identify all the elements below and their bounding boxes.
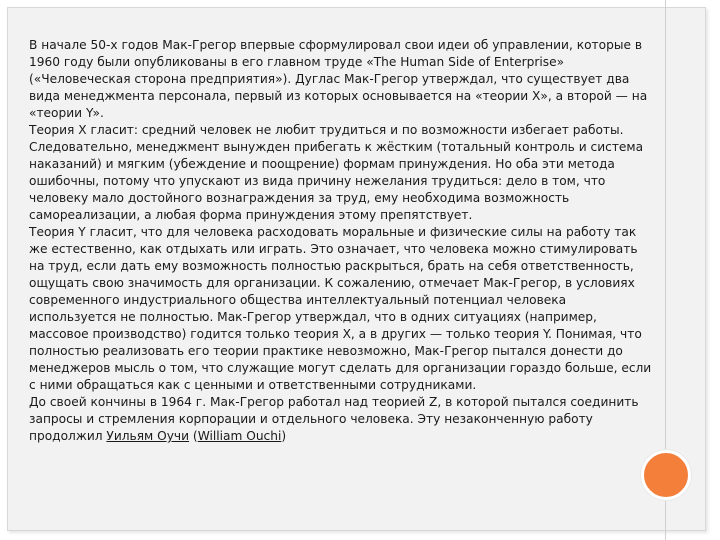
body-text xyxy=(29,37,654,445)
paragraph-intro: В начале 50-х годов Мак-Грегор впервые сформулировал свои идеи об управлении, которые в 1960 году были опубликованы в его главном труде «The Human Side of Enterprise» («Человеческая сторона предприятия»). Дуглас Мак-Грегор утверждал, что существует два вида менеджмента персонала, первый из которых основывается на «теории X», а второй — на «теории Y». xyxy=(29,38,648,120)
paragraph-theory-z xyxy=(29,394,654,445)
decorative-orange-circle xyxy=(641,450,691,500)
link-separator: ( xyxy=(189,429,198,443)
link-william-ouchi-en[interactable]: William Ouchi xyxy=(197,429,282,443)
theory-z-text: До своей кончины в 1964 г. Мак-Грегор работал над теорией Z, в которой пытался соединить запросы и стремления корпорации и отдельного человека. Эту незаконченную работу продолжил xyxy=(29,395,639,443)
paragraph-theory-y: Теория Y гласит, что для человека расходовать моральные и физические силы на работу так же естественно, как отдыхать или играть. Это означает, что человека можно стимулировать на труд, если дать ему возможность полностью раскрыться, брать на себя ответственность, ощущать свою значимость для организации. К сожалению, отмечает Мак-Грегор, в условиях современного индустриального общества интеллектуальный потенциал человека используется не полностью. Мак-Грегор утверждал, что в одних ситуациях (например, массовое производство) годится только теория X, а в других — только теория Y. Понимая, что полностью реализовать его теории практике невозможно, Мак-Грегор пытался донести до менеджеров мысль о том, что служащие могут сделать для организации гораздо больше, если с ними обращаться как с ценными и ответственными сотрудниками. xyxy=(29,225,652,392)
paragraph-theory-x: Теория X гласит: средний человек не любит трудиться и по возможности избегает работы. Следовательно, менеджмент вынужден прибегать к жёстким (тотальный контроль и система наказаний) и мягким (убеждение и поощрение) формам принуждения. Но оба эти метода ошибочны, потому что упускают из вида причину нежелания трудиться: дело в том, что человеку мало достойного вознаграждения за труд, ему необходима возможность самореализации, а любая форма принуждения этому препятствует. xyxy=(29,123,644,222)
link-william-ouchi-ru[interactable]: Уильям Оучи xyxy=(106,429,190,443)
closing-paren: ) xyxy=(281,429,287,443)
